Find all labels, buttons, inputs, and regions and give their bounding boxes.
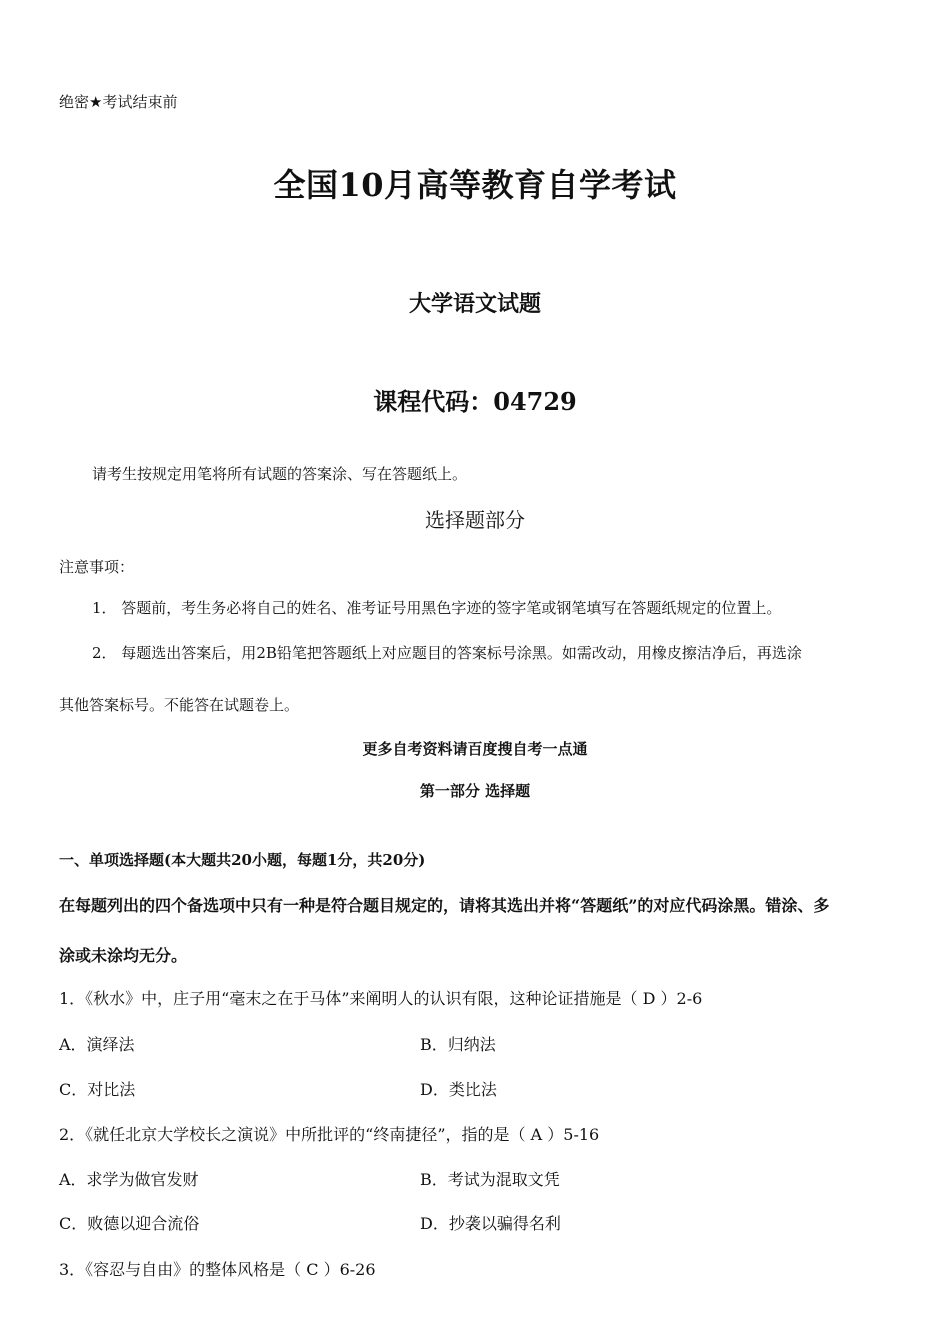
question-1-option-d: D．类比法	[420, 1080, 497, 1099]
single-choice-desc: 在每题列出的四个备选项中只有一种是符合题目规定的，请将其选出并将“答题纸”的对应代码涂黑。错涂、多	[59, 896, 830, 915]
part-title: 第一部分 选择题	[419, 782, 531, 800]
intro-instruction: 请考生按规定用笔将所有试题的答案涂、写在答题纸上。	[92, 465, 468, 483]
promo-text: 更多自考资料请百度搜自考一点通	[362, 740, 588, 758]
exam-title: 全国10月高等教育自学考试	[273, 166, 677, 204]
notice-label: 注意事项：	[59, 558, 135, 576]
confidential-label: 绝密★考试结束前	[59, 93, 178, 111]
section-title: 选择题部分	[425, 508, 525, 532]
single-choice-heading: 一、单项选择题(本大题共20小题，每题1分，共20分)	[59, 851, 426, 869]
question-2-option-c: C．败德以迎合流俗	[59, 1214, 200, 1233]
question-1-option-b: B．归纳法	[420, 1035, 496, 1054]
question-2-option-d: D．抄袭以骗得名利	[420, 1214, 561, 1233]
notice-item-2: 2． 每题选出答案后，用2B铅笔把答题纸上对应题目的答案标号涂黑。如需改动，用橡皮擦洁净后，再选涂	[92, 644, 802, 662]
single-choice-desc-continued: 涂或未涂均无分。	[59, 946, 188, 965]
question-2-option-a: A．求学为做官发财	[59, 1170, 199, 1189]
course-code: 课程代码：04729	[373, 387, 577, 416]
notice-item-1: 1． 答题前，考生务必将自己的姓名、准考证号用黑色字迹的签字笔或钢笔填写在答题纸规定的位置上。	[92, 599, 782, 617]
subject-title: 大学语文试题	[408, 291, 541, 317]
notice-item-2-continued: 其他答案标号。不能答在试题卷上。	[59, 696, 300, 714]
question-1-stem: 1．《秋水》中，庄子用“毫末之在于马体”来阐明人的认识有限，这种论证措施是（ D ）2-6	[59, 989, 703, 1008]
question-1-option-a: A．演绎法	[59, 1035, 135, 1054]
question-2-stem: 2．《就任北京大学校长之演说》中所批评的“终南捷径”，指的是（ A ）5-16	[59, 1125, 600, 1144]
question-2-option-b: B．考试为混取文凭	[420, 1170, 560, 1189]
question-1-option-c: C．对比法	[59, 1080, 136, 1099]
question-3-stem: 3．《容忍与自由》的整体风格是（ C ）6-26	[59, 1260, 376, 1279]
